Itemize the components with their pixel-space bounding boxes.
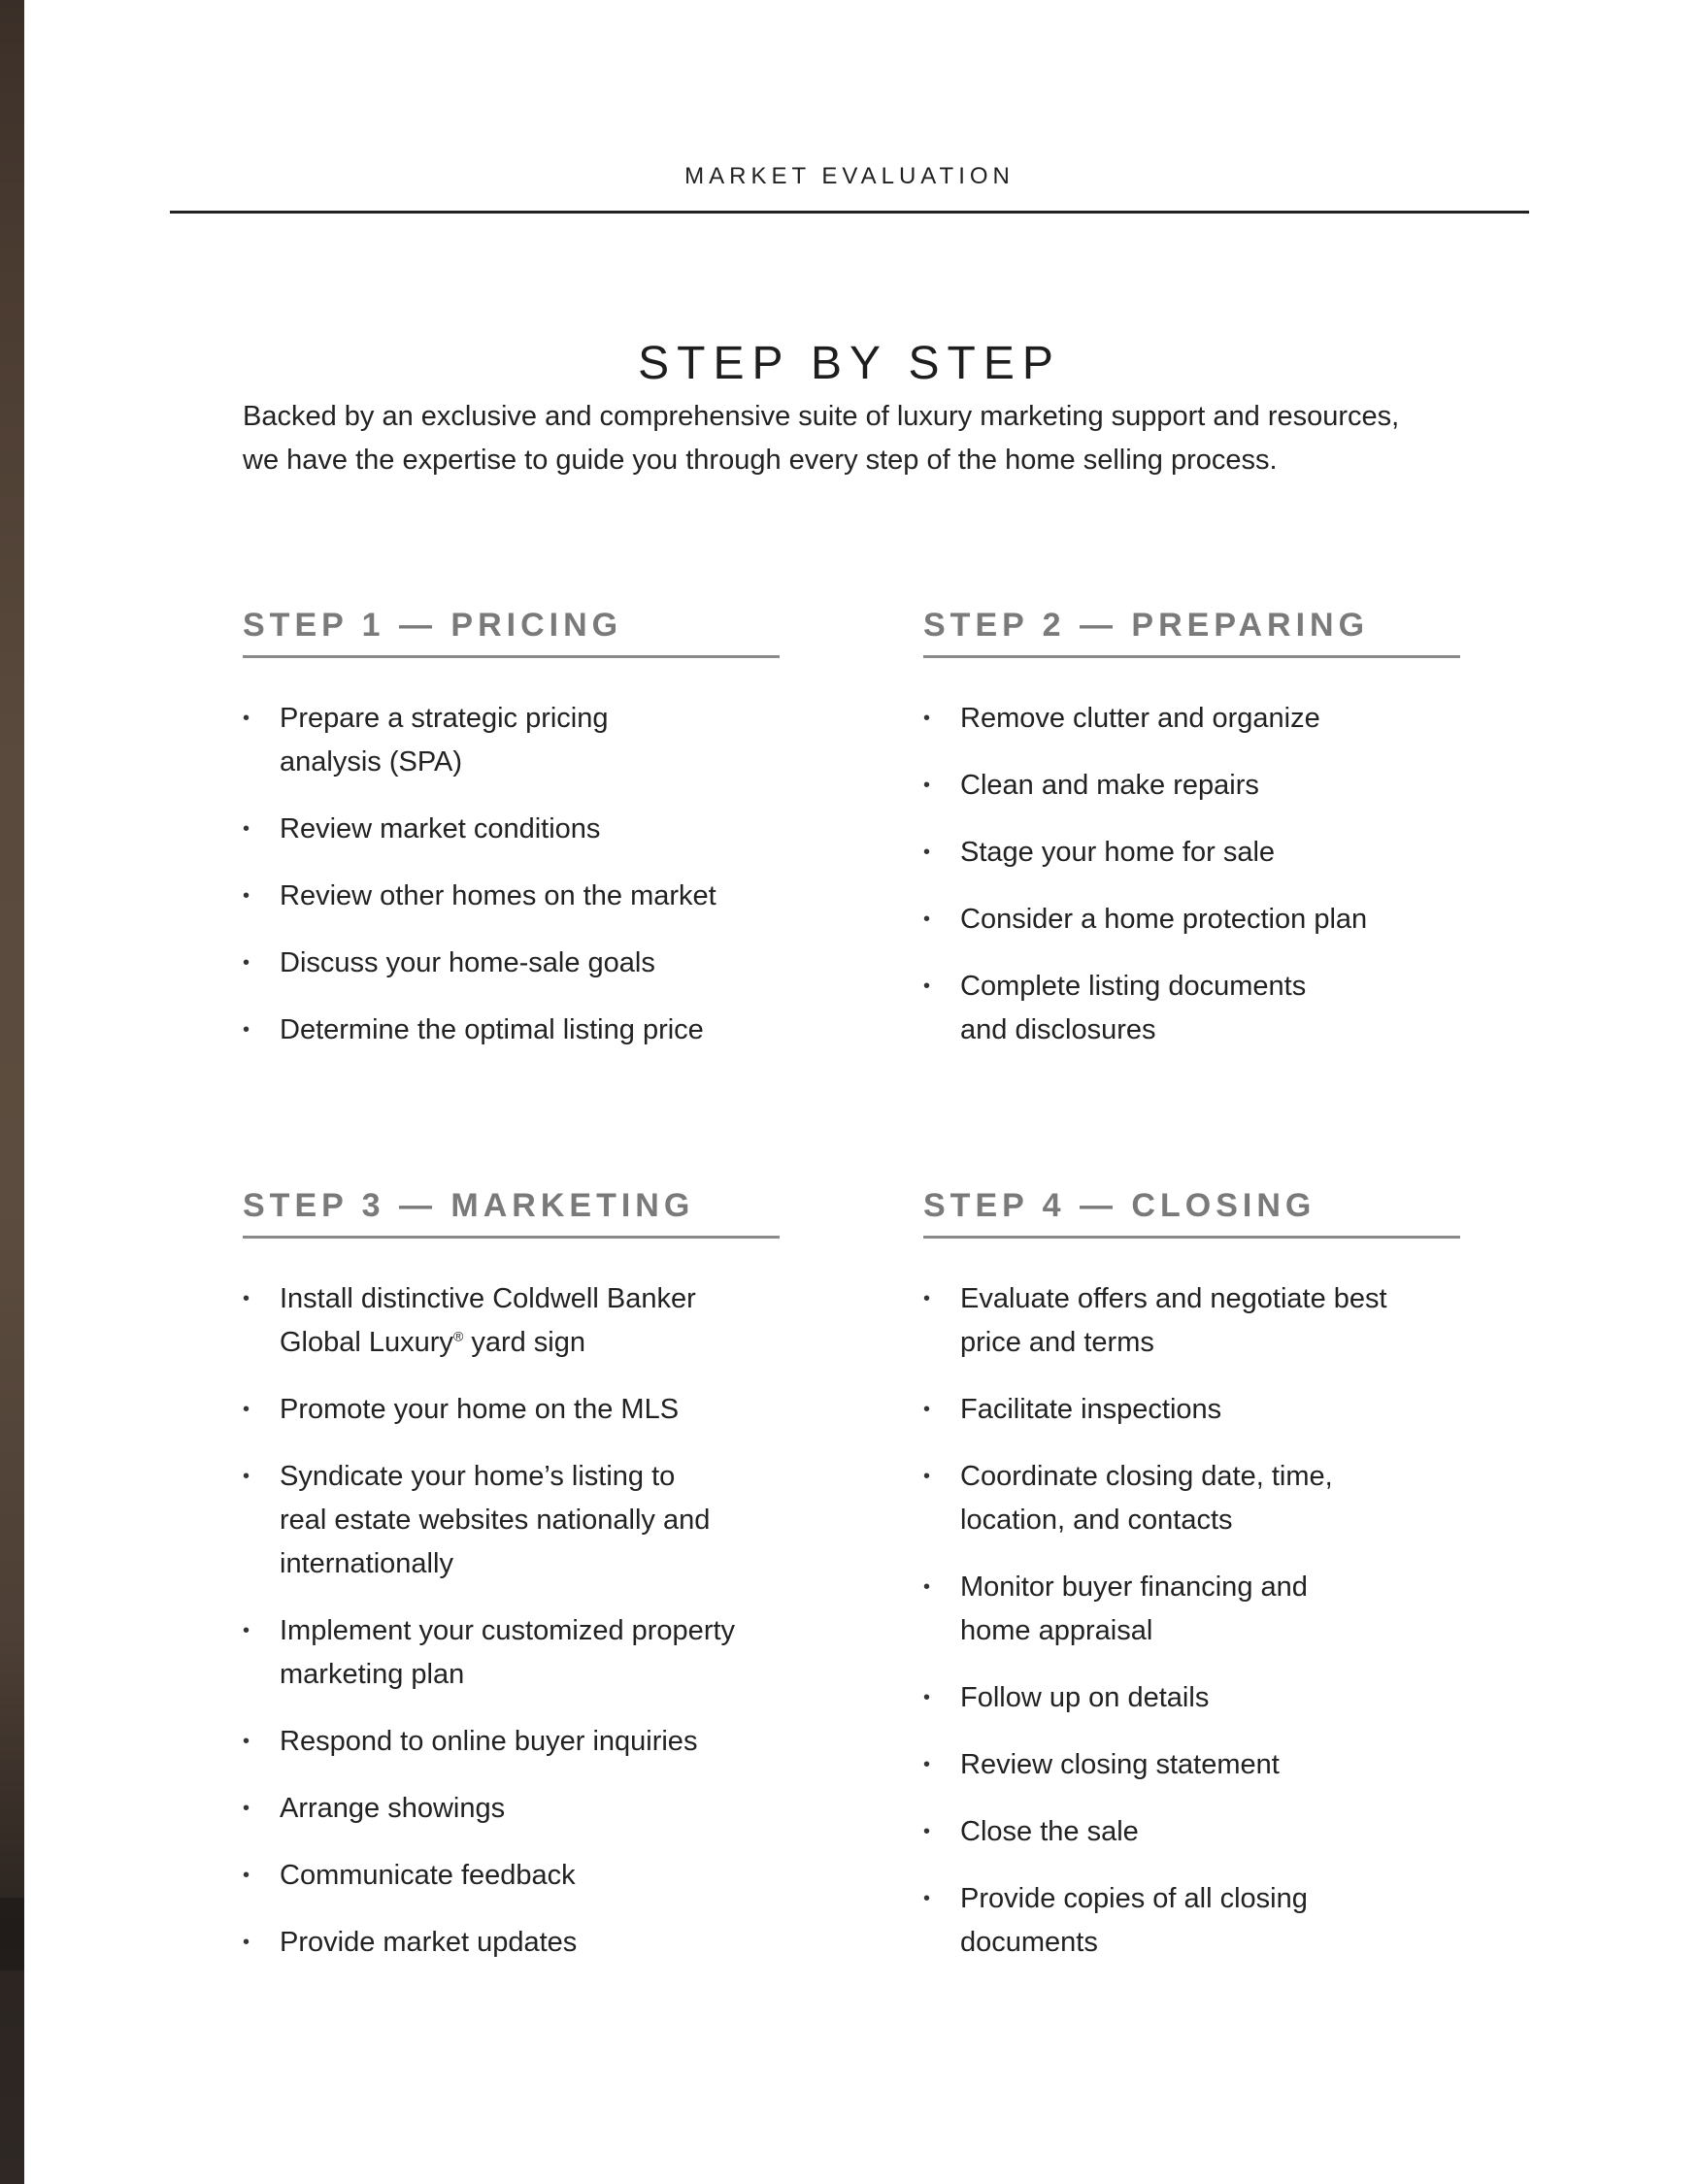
header-rule — [170, 211, 1529, 214]
step-4-heading: STEP 4 — CLOSING — [923, 1187, 1316, 1224]
running-header: MARKET EVALUATION — [684, 163, 1015, 189]
list-item — [923, 831, 1460, 875]
list-item-line: Determine the optimal listing price — [280, 1014, 704, 1045]
list-item-line: real estate websites nationally and — [280, 1505, 711, 1536]
page-title: STEP BY STEP — [638, 338, 1061, 390]
list-item-line: Respond to online buyer inquiries — [280, 1726, 698, 1757]
list-item — [923, 697, 1460, 741]
list-item — [243, 1787, 780, 1831]
bullet-icon: • — [243, 1731, 250, 1752]
list-item — [923, 1877, 1460, 1965]
bullet-icon: • — [923, 1687, 931, 1708]
list-item — [243, 1455, 780, 1586]
list-item-line: price and terms — [960, 1327, 1154, 1358]
intro-line: Backed by an exclusive and comprehensive suite of luxury marketing support and resources, — [243, 401, 1400, 432]
bullet-icon: • — [923, 1466, 931, 1487]
list-item-text: Global Luxury — [280, 1327, 453, 1358]
list-item-line: Stage your home for sale — [960, 837, 1276, 868]
bullet-icon: • — [923, 1399, 931, 1420]
list-item-text: yard sign — [463, 1327, 585, 1358]
list-item-line: Clean and make repairs — [960, 770, 1259, 801]
list-item-line — [280, 1321, 780, 1365]
list-item-line: Implement your customized property — [280, 1615, 736, 1646]
list-item-line: Facilitate inspections — [960, 1394, 1222, 1425]
list-item-line: location, and contacts — [960, 1505, 1233, 1536]
bullet-icon: • — [923, 1576, 931, 1598]
bullet-icon: • — [923, 1288, 931, 1309]
step-3-heading: STEP 3 — MARKETING — [243, 1187, 695, 1224]
list-item-line: Remove clutter and organize — [960, 703, 1320, 734]
bullet-icon: • — [243, 708, 250, 729]
step-4-section — [923, 1187, 1460, 1988]
list-item-line: home appraisal — [960, 1615, 1153, 1646]
list-item-line: Coordinate closing date, time, — [960, 1461, 1333, 1492]
list-item — [923, 1277, 1460, 1365]
list-item-line: Close the sale — [960, 1816, 1139, 1847]
registered-mark: ® — [452, 1328, 464, 1344]
list-item-line: Follow up on details — [960, 1682, 1210, 1713]
bullet-icon: • — [243, 1932, 250, 1953]
bullet-icon: • — [243, 885, 250, 907]
list-item — [243, 808, 780, 851]
bullet-icon: • — [243, 1466, 250, 1487]
list-item-line: and disclosures — [960, 1014, 1156, 1045]
bullet-icon: • — [243, 1288, 250, 1309]
list-item — [923, 1676, 1460, 1720]
list-item-line: Evaluate offers and negotiate best — [960, 1283, 1387, 1314]
list-item — [243, 942, 780, 985]
step-3-list — [243, 1277, 780, 1965]
list-item — [923, 1566, 1460, 1653]
list-item-line: Review other homes on the market — [280, 880, 716, 911]
list-item — [243, 1854, 780, 1898]
list-item-line: Review market conditions — [280, 813, 601, 844]
list-item-line: analysis (SPA) — [280, 746, 463, 778]
bullet-icon: • — [243, 1798, 250, 1819]
bullet-icon: • — [923, 976, 931, 997]
step-1-section — [243, 607, 780, 1075]
bullet-icon: • — [923, 1888, 931, 1909]
step-4-list — [923, 1277, 1460, 1965]
list-item — [243, 697, 780, 784]
page-edge-photo-strip — [0, 0, 24, 2184]
step-2-list — [923, 697, 1460, 1052]
bullet-icon: • — [923, 1754, 931, 1775]
bullet-icon: • — [923, 1821, 931, 1842]
list-item-line: Arrange showings — [280, 1793, 506, 1824]
list-item-line: Provide market updates — [280, 1927, 578, 1958]
step-4-rule — [923, 1236, 1460, 1239]
intro-paragraph — [243, 395, 1505, 482]
list-item-line: Review closing statement — [960, 1749, 1280, 1780]
list-item — [243, 1609, 780, 1697]
bullet-icon: • — [923, 842, 931, 863]
step-2-rule — [923, 655, 1460, 658]
bullet-icon: • — [923, 708, 931, 729]
list-item — [243, 1009, 780, 1052]
list-item-line: Syndicate your home’s listing to — [280, 1461, 676, 1492]
bullet-icon: • — [243, 1620, 250, 1641]
list-item — [923, 1743, 1460, 1787]
list-item — [243, 875, 780, 918]
bullet-icon: • — [243, 1019, 250, 1041]
step-3-section — [243, 1187, 780, 1988]
list-item — [243, 1277, 780, 1365]
list-item-line: Communicate feedback — [280, 1860, 576, 1891]
list-item — [923, 1810, 1460, 1854]
list-item-line: Consider a home protection plan — [960, 904, 1368, 935]
list-item — [243, 1720, 780, 1764]
list-item-line: Install distinctive Coldwell Banker — [280, 1283, 696, 1314]
list-item-line: internationally — [280, 1548, 453, 1579]
list-item — [243, 1921, 780, 1965]
list-item-line: Monitor buyer financing and — [960, 1572, 1308, 1603]
list-item-line: Complete listing documents — [960, 971, 1307, 1002]
bullet-icon: • — [923, 775, 931, 796]
bullet-icon: • — [243, 1865, 250, 1886]
list-item — [923, 898, 1460, 942]
bullet-icon: • — [243, 1399, 250, 1420]
step-3-rule — [243, 1236, 780, 1239]
bullet-icon: • — [243, 818, 250, 840]
list-item-line: Provide copies of all closing — [960, 1883, 1308, 1914]
step-1-list — [243, 697, 780, 1052]
list-item-line: Discuss your home-sale goals — [280, 947, 655, 978]
list-item-line: documents — [960, 1927, 1098, 1958]
list-item — [923, 1455, 1460, 1542]
intro-line: we have the expertise to guide you through every step of the home selling process. — [243, 445, 1278, 476]
list-item — [923, 764, 1460, 808]
list-item-line: Prepare a strategic pricing — [280, 703, 609, 734]
list-item-line: Promote your home on the MLS — [280, 1394, 680, 1425]
step-1-heading: STEP 1 — PRICING — [243, 607, 623, 644]
step-2-heading: STEP 2 — PREPARING — [923, 607, 1370, 644]
bullet-icon: • — [243, 952, 250, 974]
bullet-icon: • — [923, 909, 931, 930]
step-2-section — [923, 607, 1460, 1075]
list-item — [923, 1388, 1460, 1432]
list-item — [923, 965, 1460, 1052]
list-item-line: marketing plan — [280, 1659, 465, 1690]
list-item — [243, 1388, 780, 1432]
step-1-rule — [243, 655, 780, 658]
